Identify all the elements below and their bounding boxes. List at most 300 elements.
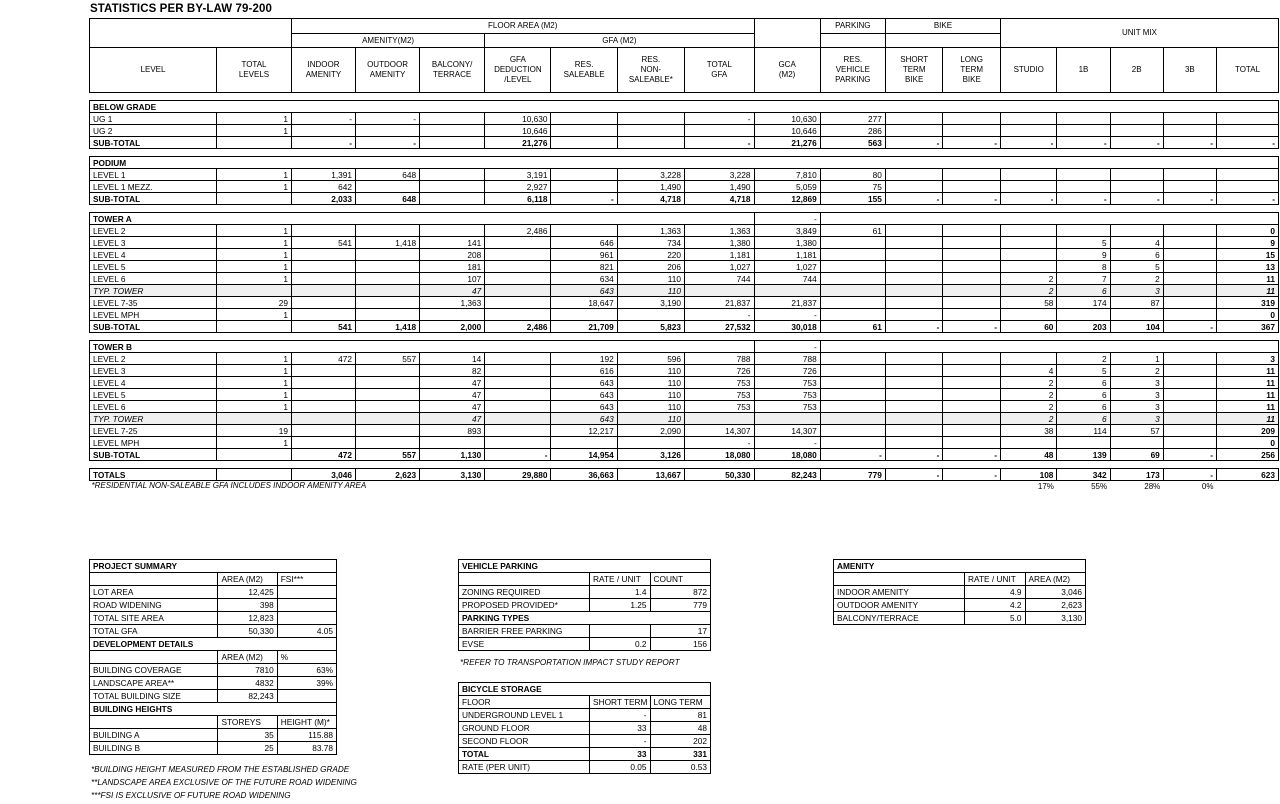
cell-value: 563 [820,137,885,149]
row-label: TOTAL GFA [90,625,218,638]
cell-value: 541 [291,321,355,333]
cell-value [356,285,420,297]
row-label: OUTDOOR AMENITY [834,599,965,612]
cell-value: 744 [754,273,820,285]
cell-value [885,377,943,389]
cell-value [1000,353,1056,365]
cell-value [943,353,1001,365]
table-row [90,113,1279,125]
cell-value: 643 [551,401,617,413]
cell-value [1057,309,1110,321]
cell-value [291,261,355,273]
cell-value: - [943,449,1001,461]
cell-value: 256 [1216,449,1278,461]
cell-value: 2,486 [485,225,551,237]
cell-value [1163,377,1216,389]
table-row [90,181,1279,193]
column-header-res-vehicle-parking: RES. VEHICLE PARKING [820,48,885,93]
building-heights-columns [90,716,337,729]
cell-value: 21,709 [551,321,617,333]
cell-value [551,125,617,137]
column-header-res-saleable: RES. SALEABLE [551,48,617,93]
cell-value: 6 [1057,389,1110,401]
cell-value: 5 [1110,261,1163,273]
table-row [90,249,1279,261]
cell-value: 110 [617,401,684,413]
cell-value [820,425,885,437]
cell-value: 2 [1000,389,1056,401]
column-header-gca-m2: GCA (M2) [754,48,820,93]
cell-value [1057,181,1110,193]
parking-note: *REFER TO TRANSPORTATION IMPACT STUDY REPORT [460,658,680,667]
cell-value: 18,080 [754,449,820,461]
row-label: LEVEL 4 [90,377,217,389]
cell-value: 61 [820,225,885,237]
cell-value [291,285,355,297]
group-header-amenity: AMENITY(M2) [291,34,484,48]
row-label: EVSE [459,638,590,651]
cell-value [291,309,355,321]
cell-value: 1 [217,273,292,285]
cell-value [551,113,617,125]
cell-value [820,261,885,273]
project-summary-table [89,559,337,755]
row-label: LEVEL MPH [90,309,217,321]
row-label: BARRIER FREE PARKING [459,625,590,638]
row-label: TYP. TOWER [90,413,217,425]
table-row [90,365,1279,377]
cell-value: 17 [650,625,710,638]
cell-value: HEIGHT (M)* [277,716,336,729]
cell-value [885,181,943,193]
row-label: LEVEL 1 [90,169,217,181]
cell-value [1163,249,1216,261]
cell-value: 75 [820,181,885,193]
cell-value: 7,810 [754,169,820,181]
cell-value: 156 [650,638,710,651]
percent-cell: 17% [1037,481,1054,491]
cell-value: 110 [617,377,684,389]
cell-value: 3 [1110,389,1163,401]
cell-value: 319 [1216,297,1278,309]
cell-value: 1 [1110,353,1163,365]
cell-value: 788 [685,353,754,365]
cell-value [943,249,1001,261]
cell-value: 12,823 [218,612,277,625]
cell-value: 47 [420,401,485,413]
percent-cell: 55% [1091,481,1108,491]
cell-value: - [551,193,617,205]
cell-value: 15 [1216,249,1278,261]
cell-value: 1.4 [590,586,650,599]
cell-value: 80 [820,169,885,181]
row-label [834,573,965,586]
cell-value: 788 [754,353,820,365]
cell-value [1110,181,1163,193]
cell-value [754,413,820,425]
cell-value: - [885,193,943,205]
cell-value [617,137,684,149]
table-spacer-row [90,205,1279,213]
cell-value [1163,365,1216,377]
section-title: TOWER B [90,341,755,353]
cell-value: 14,307 [754,425,820,437]
row-label: LEVEL 5 [90,261,217,273]
cell-value [820,249,885,261]
cell-value: 4.9 [965,586,1025,599]
cell-value [1110,169,1163,181]
cell-value: AREA (M2) [218,651,277,664]
cell-value: 5 [1057,365,1110,377]
cell-value [485,273,551,285]
cell-value: 14,954 [551,449,617,461]
row-label: SUB-TOTAL [90,321,217,333]
cell-value [820,437,885,449]
cell-value: 2,000 [420,321,485,333]
cell-value [885,309,943,321]
cell-value [217,285,292,297]
bicycle-storage-row [459,722,711,735]
column-header-total-gfa: TOTAL GFA [685,48,754,93]
cell-value: 36,663 [551,469,617,481]
cell-value [885,297,943,309]
cell-value: 69 [1110,449,1163,461]
cell-value: 1 [217,125,292,137]
cell-value [551,309,617,321]
cell-value: - [1163,193,1216,205]
row-label: LEVEL 6 [90,401,217,413]
cell-value [820,401,885,413]
row-label: LEVEL 3 [90,237,217,249]
project-summary-columns [90,573,337,586]
cell-value [356,365,420,377]
cell-value: 3,228 [685,169,754,181]
cell-value: 0.53 [650,761,710,774]
cell-value: - [356,113,420,125]
cell-value: RATE / UNIT [590,573,650,586]
row-label: LEVEL 6 [90,273,217,285]
project-summary-header [90,560,337,573]
cell-value: FSI*** [277,573,336,586]
cell-value [1057,225,1110,237]
cell-value: 0.05 [590,761,650,774]
cell-value [685,125,754,137]
cell-value: - [1057,193,1110,205]
cell-value: 1,363 [420,297,485,309]
table-header-columns-row [90,48,1279,93]
cell-value: 779 [650,599,710,612]
row-label [459,573,590,586]
cell-value: STOREYS [218,716,277,729]
cell-value: 47 [420,389,485,401]
cell-value [885,365,943,377]
cell-value: 4832 [218,677,277,690]
cell-value: 1,181 [685,249,754,261]
row-label: SUB-TOTAL [90,449,217,461]
cell-value [291,389,355,401]
cell-value: 3,046 [1025,586,1085,599]
typical-tower-row [90,413,1279,425]
cell-value: 5 [1057,237,1110,249]
cell-value [1110,309,1163,321]
cell-value: 18,647 [551,297,617,309]
cell-value: - [685,437,754,449]
column-header-res-non-saleable: RES. NON- SALEABLE* [617,48,684,93]
cell-value: 110 [617,365,684,377]
cell-value [1057,113,1110,125]
cell-value: 753 [754,377,820,389]
section-title: BELOW GRADE [90,101,1279,113]
bicycle-storage-table [458,682,711,774]
cell-value [617,437,684,449]
cell-value: 3,190 [617,297,684,309]
cell-value [754,285,820,297]
row-label: LEVEL 7-35 [90,297,217,309]
cell-value: 277 [820,113,885,125]
cell-value: 0 [1216,225,1278,237]
cell-value: 1 [217,309,292,321]
cell-value: 4,718 [617,193,684,205]
table-row [90,261,1279,273]
row-label [90,716,218,729]
cell-value: 9 [1216,237,1278,249]
cell-value: 1,027 [685,261,754,273]
cell-value: 2 [1000,401,1056,413]
cell-value: 3 [1110,413,1163,425]
cell-value [485,425,551,437]
cell-value: 13,667 [617,469,684,481]
cell-value: - [1000,137,1056,149]
percent-cell: 0% [1201,481,1214,491]
cell-value [1163,401,1216,413]
cell-value: 726 [754,365,820,377]
column-header-2b: 2B [1110,48,1163,93]
development-details-row [90,677,337,690]
cell-value [356,249,420,261]
row-label: LANDSCAPE AREA** [90,677,218,690]
cell-value: SHORT TERM [590,696,650,709]
cell-value: 14 [420,353,485,365]
cell-value: 2 [1000,273,1056,285]
cell-value: 11 [1216,401,1278,413]
cell-value: 141 [420,237,485,249]
cell-value [885,261,943,273]
cell-value [1057,125,1110,137]
cell-value [1000,437,1056,449]
cell-value [420,181,485,193]
cell-value [291,365,355,377]
cell-value: 872 [650,586,710,599]
cell-value [356,401,420,413]
cell-value: 209 [1216,425,1278,437]
cell-value: 27,532 [685,321,754,333]
cell-value: 1,181 [754,249,820,261]
development-details-row [90,664,337,677]
cell-value [885,413,943,425]
cell-value: 623 [1216,469,1278,481]
development-details-row [90,690,337,703]
cell-value: 82,243 [218,690,277,703]
cell-value: 14,307 [685,425,754,437]
cell-value [1000,125,1056,137]
cell-value: 643 [551,413,617,425]
vehicle-parking-title: VEHICLE PARKING [459,560,711,573]
table-row [90,309,1279,321]
cell-value [420,309,485,321]
cell-value [1000,249,1056,261]
footnote-row [90,492,1279,503]
bicycle-storage-columns [459,696,711,709]
column-header-total-levels: TOTAL LEVELS [217,48,292,93]
row-label: PROPOSED PROVIDED* [459,599,590,612]
cell-value [551,169,617,181]
table-header-group-row [90,19,1279,34]
cell-value: 0 [1216,309,1278,321]
cell-value: 2,623 [356,469,420,481]
cell-value: 6,118 [485,193,551,205]
cell-value: 21,276 [754,137,820,149]
cell-value: 616 [551,365,617,377]
building-heights-row [90,742,337,755]
cell-value [1163,237,1216,249]
cell-value: - [291,113,355,125]
cell-value: 2 [1000,413,1056,425]
cell-value: 2,486 [485,321,551,333]
cell-value: 1,418 [356,321,420,333]
cell-value [1000,309,1056,321]
cell-value: 6 [1110,249,1163,261]
project-summary-row [90,599,337,612]
cell-value [485,297,551,309]
cell-value [420,169,485,181]
cell-value: 2 [1110,365,1163,377]
column-header-indoor-amenity: INDOOR AMENITY [291,48,355,93]
cell-value: - [820,449,885,461]
cell-value: - [685,309,754,321]
cell-value: 2 [1000,377,1056,389]
parking-type-row [459,638,711,651]
cell-value [943,181,1001,193]
parking-types-header [459,612,711,625]
table-row [90,437,1279,449]
cell-value: 38 [1000,425,1056,437]
cell-value [356,425,420,437]
section-title: TOWER A [90,213,755,225]
row-label: SUB-TOTAL [90,193,217,205]
cell-value: 203 [1057,321,1110,333]
group-header-bike: BIKE [885,19,1000,34]
cell-value: 367 [1216,321,1278,333]
cell-value: 139 [1057,449,1110,461]
row-label: TOTALS [90,469,217,481]
cell-value: - [943,469,1001,481]
cell-value: - [1216,137,1278,149]
cell-value [943,389,1001,401]
cell-value: 10,646 [754,125,820,137]
amenity-header [834,560,1086,573]
cell-value [291,225,355,237]
cell-value [485,437,551,449]
cell-value [1000,169,1056,181]
cell-value: 1 [217,249,292,261]
cell-value: - [1000,193,1056,205]
cell-value: 2,090 [617,425,684,437]
cell-value [943,237,1001,249]
cell-value [420,137,485,149]
row-label: LOT AREA [90,586,218,599]
cell-value: - [1110,137,1163,149]
cell-value: 643 [551,377,617,389]
cell-value: - [685,137,754,149]
cell-value [617,309,684,321]
row-label: LEVEL 4 [90,249,217,261]
amenity-row [834,599,1086,612]
cell-value: 50,330 [218,625,277,638]
cell-value [943,425,1001,437]
cell-value [943,437,1001,449]
statistics-table [89,18,1279,503]
column-header-level: LEVEL [90,48,217,93]
cell-value [820,273,885,285]
column-header-balcony-terrace: BALCONY/ TERRACE [420,48,485,93]
building-heights-title: BUILDING HEIGHTS [90,703,337,716]
building-note-3: ***FSI IS EXCLUSIVE OF FUTURE ROAD WIDENING [91,791,291,800]
table-row [90,273,1279,285]
section-title: PODIUM [90,157,1279,169]
cell-value [1000,261,1056,273]
cell-value [217,413,292,425]
group-header-unit-mix: UNIT MIX [1000,19,1278,48]
row-label: BALCONY/TERRACE [834,612,965,625]
cell-value: 3 [1110,285,1163,297]
cell-value: 1 [217,401,292,413]
cell-value: - [885,449,943,461]
parking-types-title: PARKING TYPES [459,612,711,625]
cell-value [1110,437,1163,449]
cell-value: - [291,137,355,149]
cell-value: 1 [217,113,292,125]
cell-value: 3,849 [754,225,820,237]
cell-value [1110,113,1163,125]
cell-value: 108 [1000,469,1056,481]
cell-value: 744 [685,273,754,285]
cell-value: - [943,137,1001,149]
cell-value [885,401,943,413]
row-label: SUB-TOTAL [90,137,217,149]
percent-cell: 28% [1144,481,1161,491]
cell-value [277,599,336,612]
row-label: LEVEL 1 MEZZ. [90,181,217,193]
amenity-table [833,559,1086,625]
cell-value [1110,125,1163,137]
section-header-tower-b: TOWER B - [90,341,1279,353]
row-label: BUILDING B [90,742,218,755]
cell-value: - [356,137,420,149]
cell-value: 1,490 [685,181,754,193]
cell-value: 206 [617,261,684,273]
cell-value: 47 [420,285,485,297]
cell-value: 753 [754,401,820,413]
cell-value [1163,273,1216,285]
cell-value: - [1163,449,1216,461]
cell-value [356,261,420,273]
cell-value [1163,113,1216,125]
cell-value: 58 [1000,297,1056,309]
cell-value [1057,169,1110,181]
cell-value: 734 [617,237,684,249]
table-row [90,425,1279,437]
cell-value: 3 [1216,353,1278,365]
